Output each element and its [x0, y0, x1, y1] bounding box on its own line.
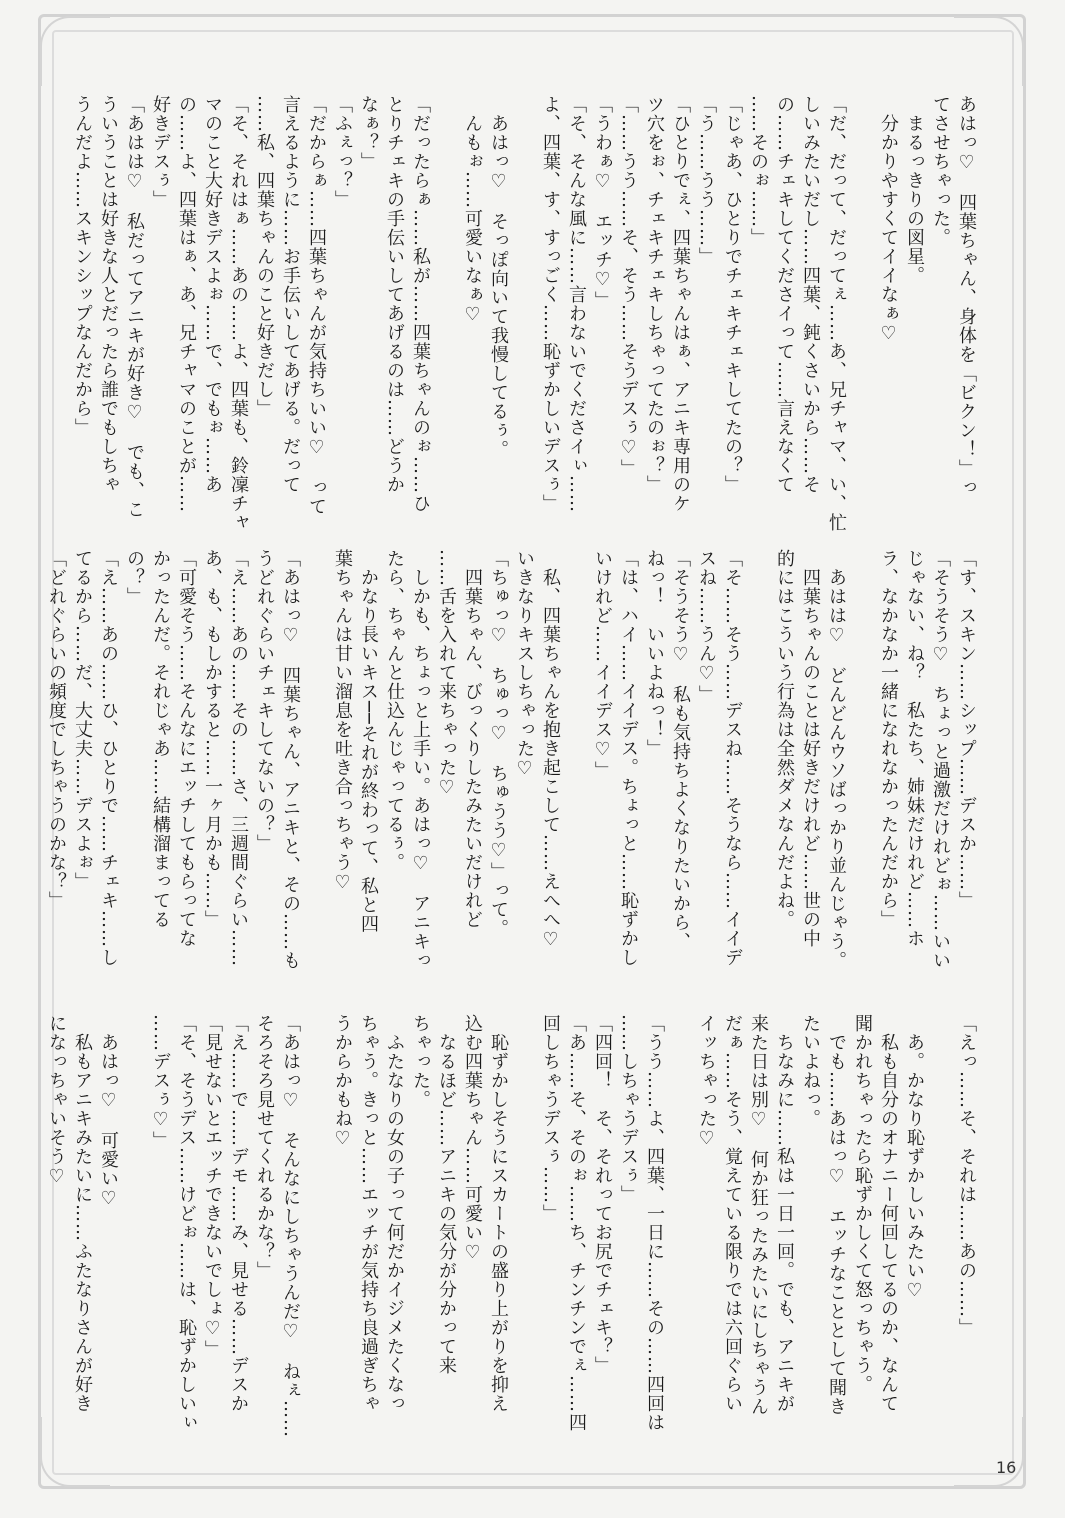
text-line: んもぉ……可愛いなぁ♡ [462, 95, 483, 326]
text-line: の……チェキしてくださイって……言えなくて [774, 95, 795, 494]
text-line: ねっ！ いいよねっ！」 [644, 549, 665, 758]
text-line: とりチェキの手伝いしてあげるのは……どうか [384, 95, 405, 494]
text-line: ちゃう。きっと……エッチが気持ち良過ぎちゃ [358, 1014, 379, 1413]
text-line: ……デスぅ♡」 [150, 1014, 171, 1150]
text-line: 恥ずかしそうにスカートの盛り上がりを抑え [488, 1014, 509, 1413]
text-line: 「そ、それはぁ……あの……よ、四葉も、鈴凜チャ [228, 95, 249, 532]
text-line: スね……うん♡」 [696, 549, 717, 704]
text-line: 「……うう……そ、そう……そうデスぅ♡」 [618, 95, 639, 478]
text-line: ……しちゃうデスぅ」 [618, 1014, 639, 1204]
text-line: 「見せないとエッチできないでしょ♡」 [202, 1014, 223, 1359]
text-line: たら、ちゃんと仕込んじゃってるぅ。 [384, 549, 405, 872]
text-line [121, 1014, 147, 1394]
text-line: 「あ……そ、そのぉ……ち、チンチンでぇ……四 [566, 1014, 587, 1432]
text-line: 私も自分のオナニー何回してるのか、なんて [878, 1014, 899, 1413]
text-line: 「あはは♡ 私だってアニキが好き♡ でも、こ [124, 95, 145, 519]
text-line: 葉ちゃんは甘い溜息を吐き合っちゃう♡ [332, 549, 353, 894]
text-line: 回しちゃうデスぅ……」 [540, 1014, 561, 1223]
text-line: いきなりキスしちゃった♡ [514, 549, 535, 780]
text-line: ちゃった。 [410, 1014, 431, 1109]
text-line: じゃない、ね？ 私たち、姉妹だけれど……ホ [904, 549, 925, 948]
text-line: あ、も、もしかすると……一ヶ月かも……」 [202, 549, 223, 929]
text-line: 「うわぁ♡ エッチ♡」 [592, 95, 613, 310]
text-line: 「うう……よ、四葉、一日に……その……四回は [644, 1014, 665, 1432]
text-line: 「四回！ そ、それってお尻でチェキ？」 [592, 1014, 613, 1375]
text-line: なるほど……アニキの気分が分かって来 [436, 1014, 457, 1375]
text-line: 私、四葉ちゃんを抱き起こして……えへへ♡ [540, 549, 561, 951]
text-line: 「だからぁ……四葉ちゃんが気持ちいい♡ って [306, 95, 327, 516]
text-line: 「じゃあ、ひとりでチェキチェキしてたの？」 [722, 95, 743, 494]
text-line: あはっ♡ 四葉ちゃん、身体を「ビクン！」っ [956, 95, 977, 497]
text-line: ちなみに……私は一日一回。でも、アニキが [774, 1014, 795, 1413]
text-line: 「え……あの……ひ、ひとりで……チェキ……し [98, 549, 119, 967]
text-line: 「どれぐらいの頻度でしちゃうのかな？」 [46, 549, 67, 910]
text-line: ……舌を入れて来ちゃった♡ [436, 549, 457, 799]
text-line: 四葉ちゃん、びっくりしたみたいだけれど [462, 549, 483, 929]
text-line: ……私、四葉ちゃんのこと好きだし」 [254, 95, 275, 418]
text-line [303, 549, 329, 949]
text-line: しかも、ちょっと上手い。あはっ♡ アニキっ [410, 549, 431, 970]
page-number: 16 [996, 1458, 1017, 1477]
text-line [667, 1014, 693, 1394]
text-line: あ。かなり恥ずかしいみたい♡ [904, 1014, 925, 1302]
text-line: 「だったらぁ……私が……四葉ちゃんのぉ……ひ [410, 95, 431, 513]
frame-corner-ornament [40, 1417, 110, 1487]
text-line: ツ穴をぉ、チェキチェキしちゃってたのぉ？」 [644, 95, 665, 494]
text-line: イッちゃった♡ [696, 1014, 717, 1150]
text-block-middle [46, 549, 979, 970]
text-line: てるから……だ、大丈夫……デスよぉ」 [72, 549, 93, 891]
text-line [433, 95, 459, 535]
text-line: 来た日は別♡ 何か狂ったみたいにしちゃうん [748, 1014, 769, 1416]
text-line: ういうことは好きな人とだったら誰でもしちゃ [98, 95, 119, 494]
text-line: 「え……で……デモ……み、見せる……デスか [228, 1014, 249, 1413]
text-line: 分かりやすくてイイなぁ♡ [878, 95, 899, 345]
text-line: いけれど……イイデス♡」 [592, 549, 613, 780]
text-line: の……よ、四葉はぁ、あ、兄チャマのことが…… [176, 95, 197, 513]
text-line: 「ひとりでぇ、四葉ちゃんはぁ、アニキ専用のケ [670, 95, 691, 513]
frame-corner-ornament [954, 16, 1024, 86]
text-line [927, 1014, 953, 1394]
text-line: よ、四葉、す、すっごく……恥ずかしいデスぅ」 [540, 95, 561, 513]
text-line: 「う……うう……」 [696, 95, 717, 266]
text-line: 「そうそう♡ 私も気持ちよくなりたいから、 [670, 549, 691, 951]
text-line: でも……あはっ♡ エッチなこととして聞き [826, 1014, 847, 1416]
text-line: 「そ、そうデス……けどぉ……は、恥ずかしいぃ [176, 1014, 197, 1432]
text-line: てさせちゃった。 [930, 95, 951, 247]
text-line: マのこと大好きデスよぉ……で、でもぉ……あ [202, 95, 223, 494]
text-line: 四葉ちゃんのことは好きだけれど……世の中 [800, 549, 821, 948]
text-line [303, 1014, 329, 1394]
text-line [849, 95, 875, 535]
text-line: ……そのぉ……」 [748, 95, 769, 247]
text-block-bottom [46, 1014, 979, 1438]
frame-corner-ornament [40, 16, 110, 86]
text-line: ラ、なかなか一緒になれなかったんだから」 [878, 549, 899, 929]
text-line: そろそろ見せてくれるかな？」 [254, 1014, 275, 1280]
text-line: 「えっ……そ、それは……あの……」 [956, 1014, 977, 1337]
text-line: 「す、スキン……シップ……デスか……」 [956, 549, 977, 910]
text-line: うどれぐらいチェキしてないの？」 [254, 549, 275, 853]
text-line: 込む四葉ちゃん……可愛い♡ [462, 1014, 483, 1264]
text-line: しいみたいだし……四葉、鈍くさいから……そ [800, 95, 821, 494]
text-line: だぁ……そう、覚えている限りでは六回ぐらい [722, 1014, 743, 1413]
text-line: うからかもね♡ [332, 1014, 353, 1150]
text-line: 「そうそう♡ ちょっと過激だけれどぉ……いい [930, 549, 951, 970]
text-line: 「そ、そんな風に……言わないでくださイぃ…… [566, 95, 587, 513]
text-line: あはっ♡ 可愛い♡ [98, 1014, 119, 1210]
text-line: 聞かれちゃったら恥ずかしくて怒っちゃう。 [852, 1014, 873, 1394]
text-line [511, 1014, 537, 1394]
text-line [563, 549, 589, 949]
text-line: たいよねっ。 [800, 1014, 821, 1128]
text-line: 好きデスぅ」 [150, 95, 171, 209]
text-line [511, 95, 537, 535]
text-line: なぁ？」 [358, 95, 379, 171]
text-line: かなり長いキス──それが終わって、私と四 [358, 549, 379, 934]
text-line: あはっ♡ そっぽ向いて我慢してるぅ。 [488, 95, 509, 459]
text-line: 「そ……そう……デスね……そうなら……イイデ [722, 549, 743, 967]
text-line: あはは♡ どんどんウソばっかり並んじゃう。 [826, 549, 847, 970]
text-line: かったんだ。それじゃあ……結構溜まってる [150, 549, 171, 929]
text-line: 「は、ハイ……イイデス。ちょっと……恥ずかし [618, 549, 639, 967]
text-line: 私もアニキみたいに……ふたなりさんが好き [72, 1014, 93, 1413]
text-line: になっちゃいそう♡ [46, 1014, 67, 1188]
text-line: まるっきりの図星。 [904, 95, 925, 285]
text-line: 「可愛そう……そんなにエッチしてもらってな [176, 549, 197, 948]
text-line: 「え……あの……その……さ、三週間ぐらい…… [228, 549, 249, 967]
text-line [745, 549, 771, 949]
text-line: ふたなりの女の子って何だかイジメたくなっ [384, 1014, 405, 1413]
text-line: の？」 [124, 549, 145, 606]
text-line: 「ちゅっ♡ ちゅっ♡ ちゅうう♡」って。 [488, 549, 509, 938]
text-line: 「だ、だって、だってぇ……あ、兄チャマ、い、忙 [826, 95, 847, 532]
text-block-top [72, 95, 979, 535]
text-line: うんだよ……スキンシップなんだから」 [72, 95, 93, 437]
text-line: 「ふぇっ？」 [332, 95, 353, 209]
text-line: 的にはこういう行為は全然ダメなんだよね。 [774, 549, 795, 929]
text-line: 「あはっ♡ そんなにしちゃうんだ♡ ねぇ…… [280, 1014, 301, 1438]
text-line: 言えるように……お手伝いしてあげる。だって [280, 95, 301, 494]
text-line [849, 549, 875, 949]
text-line: 「あはっ♡ 四葉ちゃん、アニキと、その……も [280, 549, 301, 970]
